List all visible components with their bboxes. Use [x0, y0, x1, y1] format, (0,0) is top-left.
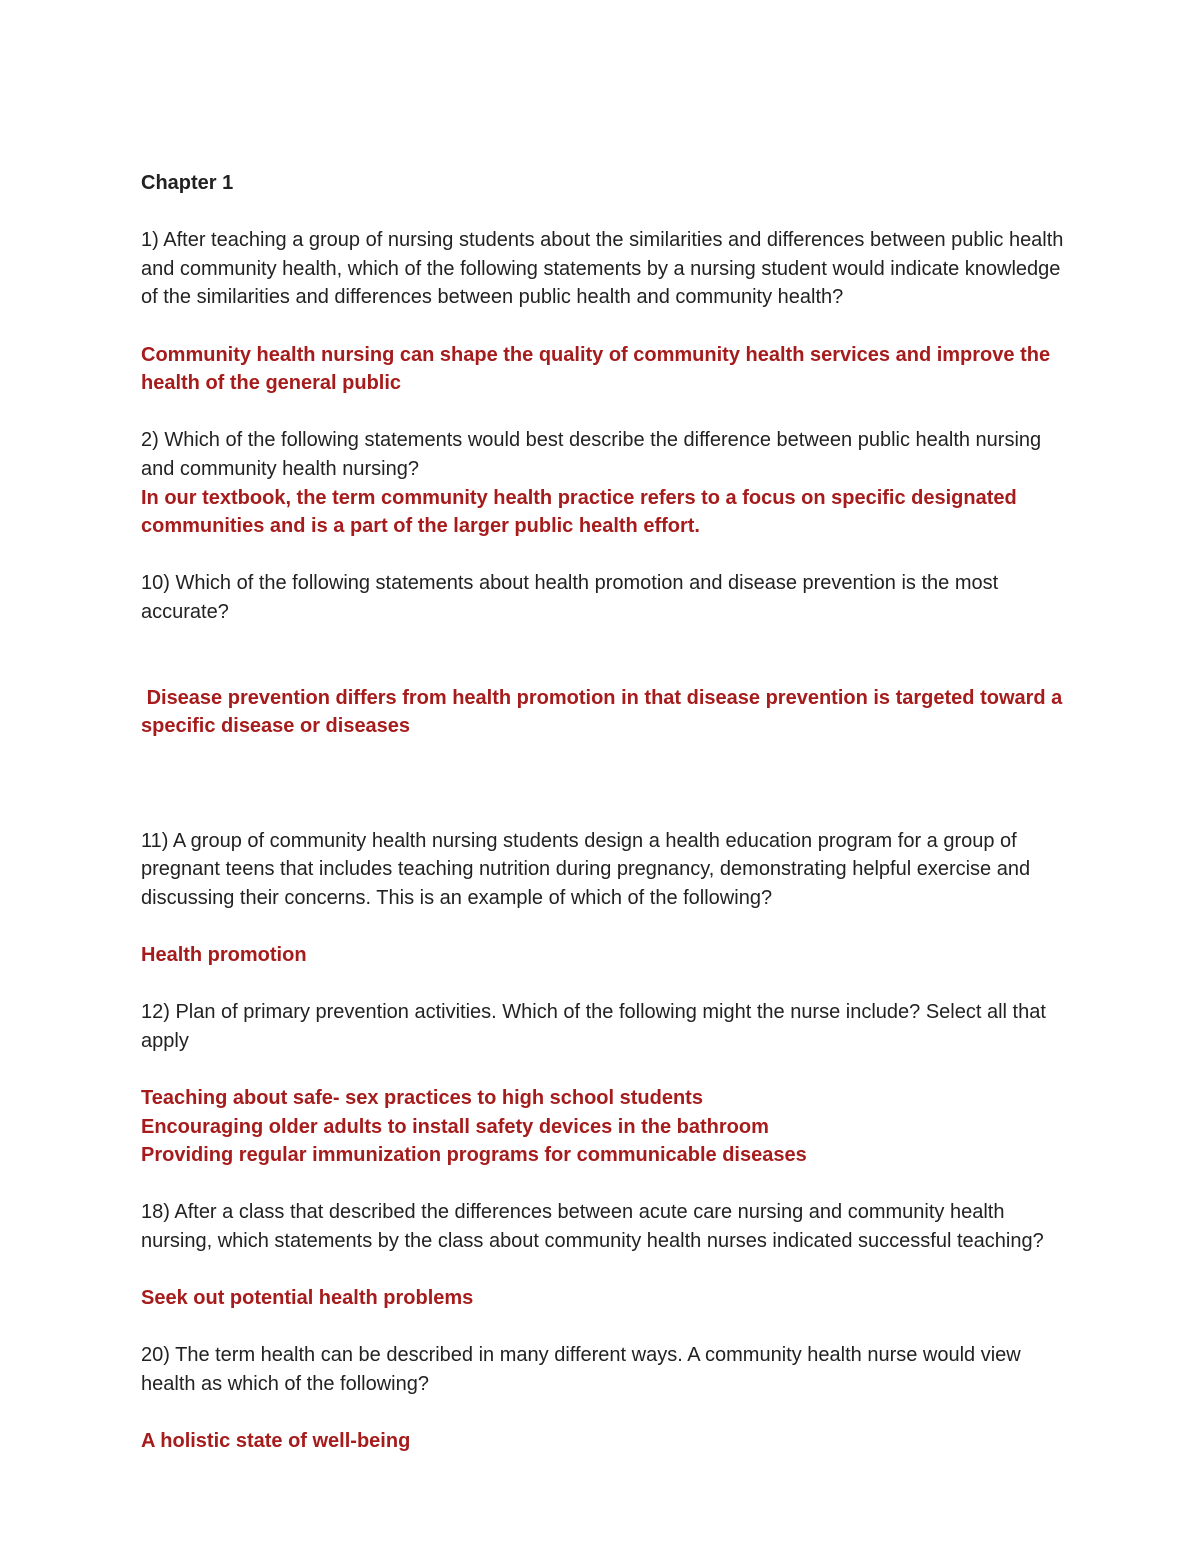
answer-10: [141, 627, 1071, 799]
spacer: [141, 798, 1071, 827]
question-20: 20) The term health can be described in many different ways. A community health nurse would view health as which of the following?: [141, 1344, 1021, 1395]
answer-line: Providing regular immunization programs for communicable diseases: [141, 1144, 807, 1167]
answer-line: Encouraging older adults to install safety devices in the bathroom: [141, 1115, 769, 1138]
answer-18: [141, 1284, 1071, 1313]
answer-12: [141, 1084, 1071, 1170]
answer-line: Seek out potential health problems: [141, 1287, 474, 1310]
spacer: [141, 1313, 1071, 1342]
spacer: [141, 912, 1071, 941]
answer-11: [141, 941, 1071, 970]
spacer: [141, 970, 1071, 999]
spacer: [141, 312, 1071, 341]
chapter-title: Chapter 1: [141, 172, 234, 194]
spacer: [141, 1256, 1071, 1285]
answer-20: [141, 1427, 1071, 1456]
answer-line: In our textbook, the term community health practice refers to a focus on specific designated communities and is a part of the larger public health effort.: [141, 486, 1017, 538]
spacer: [141, 1399, 1071, 1428]
spacer: [141, 541, 1071, 570]
spacer: [141, 1055, 1071, 1084]
spacer: [141, 1170, 1071, 1199]
answer-line: Community health nursing can shape the quality of community health services and improve the health of the general public: [141, 343, 1051, 395]
answer-line: A holistic state of well-being: [141, 1430, 411, 1453]
spacer: [141, 398, 1071, 427]
question-1: 1) After teaching a group of nursing students about the similarities and differences between public health and community health, which of the following statements by a nursing student would indicate knowledge of the similarities and differences between public health and community health?: [141, 229, 1064, 309]
question-10: 10) Which of the following statements about health promotion and disease prevention is the most accurate?: [141, 572, 999, 623]
answer-line: Health promotion: [141, 944, 307, 967]
question-2: 2) Which of the following statements would best describe the difference between public health nursing and community health nursing?: [141, 429, 1042, 480]
question-12: 12) Plan of primary prevention activities. Which of the following might the nurse include? Select all that apply: [141, 1001, 1046, 1052]
document-body: [141, 169, 1071, 1456]
answer-2: [141, 484, 1071, 541]
answer-1: [141, 341, 1071, 398]
answer-line: Disease prevention differs from health promotion in that disease prevention is targeted toward a specific disease or diseases: [141, 686, 1068, 738]
question-11: 11) A group of community health nursing students design a health education program for a group of pregnant teens that includes teaching nutrition during pregnancy, demonstrating helpful exercise and discussing their concerns. This is an example of which of the following?: [141, 829, 1031, 909]
question-18: 18) After a class that described the differences between acute care nursing and community health nursing, which statements by the class about community health nurses indicated successful teaching?: [141, 1201, 1044, 1252]
answer-line: Teaching about safe- sex practices to high school students: [141, 1087, 703, 1109]
